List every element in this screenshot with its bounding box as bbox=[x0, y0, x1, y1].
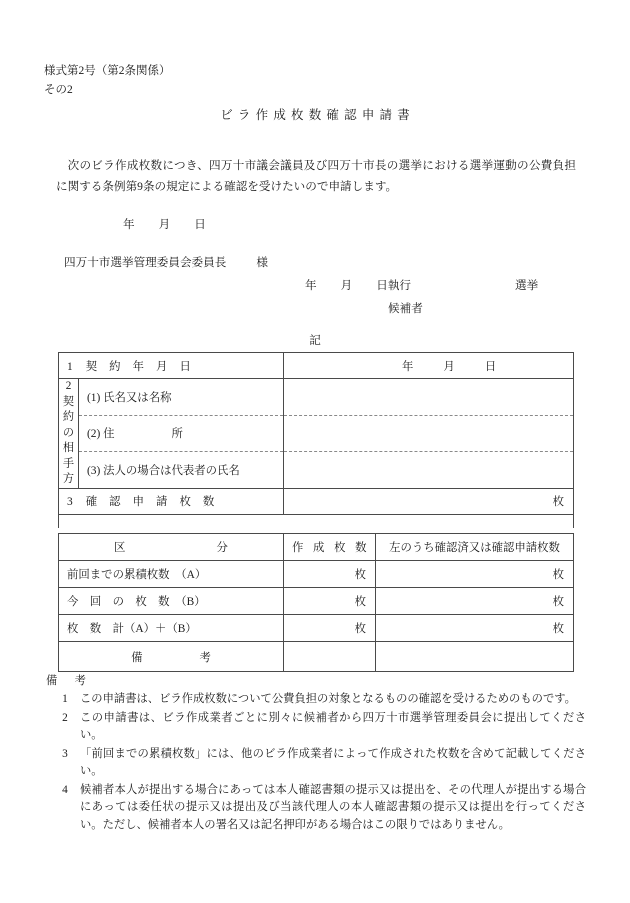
application-count-unit: 枚 bbox=[552, 496, 565, 508]
counterparty-address-label-cell bbox=[79, 415, 284, 452]
contract-date-label: 契 約 年 月 日 bbox=[85, 360, 196, 373]
cumulative-label: 前回までの累積枚数 （A） bbox=[67, 569, 207, 581]
cumulative-confirmed-cell[interactable] bbox=[376, 561, 574, 588]
current-produced-unit: 枚 bbox=[354, 596, 366, 608]
note-row-label-cell bbox=[59, 642, 284, 672]
sheet-counts-table bbox=[58, 533, 574, 672]
remark-number: 4 bbox=[62, 783, 68, 796]
counterparty-vlabel-1: 契 bbox=[62, 395, 75, 408]
counterparty-vlabel-5: 手 bbox=[62, 457, 75, 470]
remark-text: 候補者本人が提出する場合にあっては本人確認書類の提示又は提出を、その代理人が提出する場合にあっては委任状の提示又は提出及び当該代理人の本人確認書類の提示又は提出を行ってください。ただし、候補者本人の署名又は記名押印がある場合はこの限りではありません。 bbox=[80, 783, 586, 831]
candidate-label: 候補者 bbox=[388, 302, 423, 315]
counterparty-name-label: (1) 氏名又は名称 bbox=[87, 391, 172, 404]
counterparty-address-value-cell[interactable] bbox=[284, 415, 574, 452]
counterparty-name-value-cell[interactable] bbox=[284, 379, 574, 416]
form-number: 様式第2号（第2条関係） bbox=[44, 65, 171, 77]
exec-day-label: 日執行 bbox=[376, 279, 412, 292]
counterparty-vlabel-2: 約 bbox=[62, 411, 75, 423]
table-spacer-cell bbox=[59, 514, 574, 528]
list-item bbox=[46, 746, 586, 781]
counterparty-name-label-cell bbox=[79, 379, 284, 416]
exec-year-label: 年 bbox=[305, 279, 317, 292]
application-count-number: 3 bbox=[67, 496, 73, 508]
produced-header-cell bbox=[284, 534, 376, 561]
cumulative-label-cell bbox=[59, 561, 284, 588]
counterparty-rep-label-cell bbox=[79, 452, 284, 489]
note-row-produced bbox=[284, 651, 375, 663]
exec-election-label: 選挙 bbox=[515, 279, 539, 292]
cumulative-confirmed-unit: 枚 bbox=[552, 569, 564, 581]
total-produced-unit: 枚 bbox=[354, 623, 366, 635]
contract-date-label-cell bbox=[59, 353, 284, 379]
submission-day-label: 日 bbox=[194, 218, 206, 231]
category-header-cell bbox=[59, 534, 284, 561]
produced-header: 作 成 枚 数 bbox=[292, 542, 370, 554]
contract-info-table bbox=[58, 352, 574, 528]
addressee-name: 四万十市選挙管理委員会委員長 bbox=[64, 256, 227, 269]
confirmed-header: 左のうち確認済又は確認申請枚数 bbox=[389, 542, 560, 554]
remark-number: 2 bbox=[62, 711, 68, 724]
list-item bbox=[46, 691, 586, 709]
remark-text: この申請書は、ビラ作成枚数について公費負担の対象となるものの確認を受けるためのものです。 bbox=[80, 693, 576, 705]
submission-date-line bbox=[123, 216, 206, 232]
current-confirmed-unit: 枚 bbox=[552, 596, 564, 608]
contract-year-label: 年 bbox=[402, 360, 414, 373]
total-label-cell bbox=[59, 615, 284, 642]
contract-date-number: 1 bbox=[67, 360, 73, 373]
current-confirmed-cell[interactable] bbox=[376, 588, 574, 615]
contract-date-value-cell[interactable] bbox=[284, 353, 574, 379]
cumulative-produced-unit: 枚 bbox=[354, 569, 366, 581]
cumulative-produced-cell[interactable] bbox=[284, 561, 376, 588]
note-row-label: 備 考 bbox=[131, 651, 211, 664]
application-count-value-cell[interactable] bbox=[284, 488, 574, 514]
table-row bbox=[59, 379, 574, 416]
table-row bbox=[59, 615, 574, 642]
list-item bbox=[46, 710, 586, 745]
note-row-produced-cell[interactable] bbox=[284, 642, 376, 672]
addressee-line bbox=[64, 254, 268, 270]
counterparty-rep-value-cell[interactable] bbox=[284, 452, 574, 489]
note-row-confirmed bbox=[376, 651, 573, 663]
ki-marker: 記 bbox=[309, 334, 321, 347]
contract-month-label: 月 bbox=[443, 360, 455, 373]
remark-text: この申請書は、ビラ作成業者ごとに別々に候補者から四万十市選挙管理委員会に提出してください。 bbox=[80, 711, 586, 741]
form-sub-number: その2 bbox=[44, 84, 73, 96]
addressee-honorific: 様 bbox=[256, 256, 268, 269]
counterparty-vertical-label bbox=[59, 379, 79, 489]
remarks-section bbox=[46, 673, 586, 834]
table-row bbox=[59, 561, 574, 588]
category-header: 区 分 bbox=[114, 542, 228, 554]
confirmed-header-cell bbox=[376, 534, 574, 561]
table-header-row bbox=[59, 534, 574, 561]
table-row bbox=[59, 588, 574, 615]
counterparty-vlabel-6: 方 bbox=[62, 473, 75, 485]
total-confirmed-cell[interactable] bbox=[376, 615, 574, 642]
counterparty-vlabel-4: 相 bbox=[62, 442, 75, 454]
counterparty-vlabel-3: の bbox=[62, 426, 75, 439]
counterparty-vlabel-0: 2 bbox=[65, 380, 72, 392]
remark-text: 「前回までの累積枚数」には、他のビラ作成業者によって作成された枚数を含めて記載してください。 bbox=[80, 747, 586, 777]
submission-year-label: 年 bbox=[123, 218, 135, 231]
table-row bbox=[59, 415, 574, 452]
submission-month-label: 月 bbox=[158, 218, 171, 231]
total-label: 枚 数 計（A）＋（B） bbox=[67, 623, 197, 635]
list-item bbox=[46, 782, 586, 835]
remark-number: 3 bbox=[62, 747, 68, 760]
counterparty-rep-label: (3) 法人の場合は代表者の氏名 bbox=[87, 464, 240, 477]
remark-number: 1 bbox=[62, 693, 68, 705]
intro-paragraph: 次のビラ作成枚数につき、四万十市議会議員及び四万十市長の選挙における選挙運動の公費負担に関する条例第9条の規定による確認を受けたいので申請します。 bbox=[56, 159, 576, 193]
application-count-label-cell bbox=[59, 488, 284, 514]
table-row bbox=[59, 452, 574, 489]
table-row bbox=[59, 488, 574, 514]
contract-day-label: 日 bbox=[484, 360, 497, 373]
document-title: ビラ作成枚数確認申請書 bbox=[220, 108, 415, 122]
application-count-label: 確 認 申 請 枚 数 bbox=[85, 496, 219, 508]
current-label-cell bbox=[59, 588, 284, 615]
exec-month-label: 月 bbox=[340, 279, 353, 292]
table-spacer-row bbox=[59, 514, 574, 528]
total-confirmed-unit: 枚 bbox=[552, 623, 564, 635]
note-row-confirmed-cell[interactable] bbox=[376, 642, 574, 672]
current-label: 今 回 の 枚 数 （B） bbox=[67, 596, 206, 608]
total-produced-cell[interactable] bbox=[284, 615, 376, 642]
table-row bbox=[59, 642, 574, 672]
counterparty-address-label: (2) 住 所 bbox=[87, 428, 183, 441]
election-execution-line bbox=[305, 277, 538, 293]
current-produced-cell[interactable] bbox=[284, 588, 376, 615]
remarks-title: 備 考 bbox=[46, 675, 89, 687]
table-row bbox=[59, 353, 574, 379]
